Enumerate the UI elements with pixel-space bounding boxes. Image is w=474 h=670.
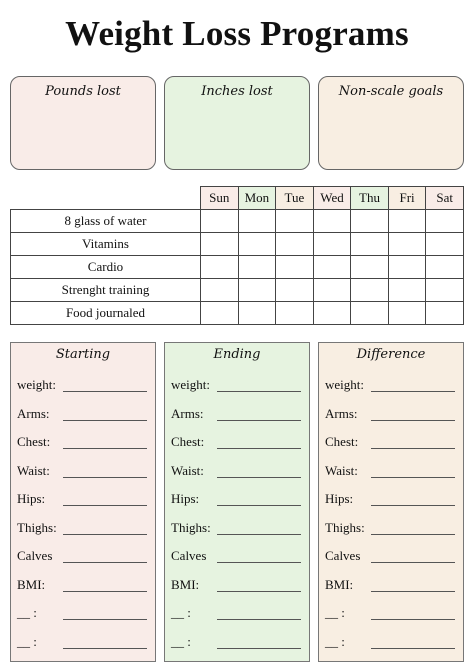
check-cell-mon[interactable] (238, 233, 276, 256)
day-header-thu: Thu (351, 187, 389, 210)
goal-label: Non-scale goals (338, 84, 444, 99)
write-in-line[interactable] (217, 505, 301, 506)
check-cell-sun[interactable] (201, 256, 239, 279)
habit-tracker-table (10, 186, 464, 325)
field-label: Calves (17, 548, 53, 563)
write-in-line[interactable] (217, 420, 301, 421)
write-in-line[interactable] (217, 562, 301, 563)
write-in-line[interactable] (217, 648, 301, 649)
task-label: Strenght training (11, 279, 201, 302)
write-in-line[interactable] (371, 505, 455, 506)
check-cell-tue[interactable] (276, 256, 314, 279)
check-cell-mon[interactable] (238, 279, 276, 302)
write-in-line[interactable] (63, 477, 147, 478)
write-in-line[interactable] (63, 591, 147, 592)
field-label: __ : (17, 605, 37, 620)
write-in-line[interactable] (63, 505, 147, 506)
write-in-line[interactable] (371, 562, 455, 563)
write-in-line[interactable] (217, 591, 301, 592)
goal-label: Pounds lost (45, 84, 121, 99)
check-cell-thu[interactable] (351, 302, 389, 325)
field-label: Arms: (17, 405, 50, 421)
check-cell-mon[interactable] (238, 210, 276, 233)
panel-heading: Starting (55, 347, 111, 362)
table-row (11, 279, 464, 302)
check-cell-fri[interactable] (388, 279, 426, 302)
write-in-line[interactable] (371, 648, 455, 649)
check-cell-sat[interactable] (426, 279, 464, 302)
write-in-line[interactable] (63, 534, 147, 535)
check-cell-wed[interactable] (313, 302, 351, 325)
check-cell-sat[interactable] (426, 256, 464, 279)
field-label: weight: (325, 377, 364, 392)
write-in-line[interactable] (63, 448, 147, 449)
check-cell-wed[interactable] (313, 210, 351, 233)
day-header-wed: Wed (313, 187, 351, 210)
panel-difference (318, 342, 464, 662)
write-in-line[interactable] (63, 391, 147, 392)
check-cell-tue[interactable] (276, 279, 314, 302)
field-label: BMI: (325, 576, 354, 592)
check-cell-mon[interactable] (238, 302, 276, 325)
field-label: Waist: (17, 462, 50, 478)
write-in-line[interactable] (63, 420, 147, 421)
check-cell-sun[interactable] (201, 279, 239, 302)
field-label: __ : (325, 605, 345, 620)
write-in-line[interactable] (371, 391, 455, 392)
field-label: Thighs: (17, 519, 57, 535)
field-label: Hips: (171, 491, 200, 506)
field-label: Thighs: (325, 519, 365, 535)
check-cell-sat[interactable] (426, 302, 464, 325)
field-label: Calves (171, 548, 207, 563)
field-label: Waist: (171, 462, 204, 478)
write-in-line[interactable] (63, 562, 147, 563)
field-label: Thighs: (171, 519, 211, 535)
goal-label: Inches lost (201, 84, 273, 99)
field-label: Calves (325, 548, 361, 563)
check-cell-fri[interactable] (388, 210, 426, 233)
check-cell-fri[interactable] (388, 302, 426, 325)
field-label: __ : (171, 633, 191, 649)
check-cell-wed[interactable] (313, 256, 351, 279)
day-header-sat: Sat (426, 187, 464, 210)
header-corner (11, 187, 201, 210)
field-label: Hips: (17, 491, 46, 506)
table-row (11, 302, 464, 325)
field-label: Chest: (17, 434, 51, 449)
field-label: __ : (17, 633, 37, 649)
write-in-line[interactable] (371, 420, 455, 421)
day-header-tue: Tue (276, 187, 314, 210)
panel-heading: Difference (356, 347, 426, 362)
field-label: Hips: (325, 491, 354, 506)
check-cell-wed[interactable] (313, 233, 351, 256)
field-label: Arms: (325, 405, 358, 421)
check-cell-wed[interactable] (313, 279, 351, 302)
check-cell-tue[interactable] (276, 210, 314, 233)
write-in-line[interactable] (217, 477, 301, 478)
field-label: __ : (325, 633, 345, 649)
write-in-line[interactable] (371, 477, 455, 478)
field-label: Arms: (171, 405, 204, 421)
write-in-line[interactable] (217, 391, 301, 392)
field-label: BMI: (17, 576, 46, 592)
check-cell-sat[interactable] (426, 233, 464, 256)
field-label: BMI: (171, 576, 200, 592)
day-header-mon: Mon (238, 187, 276, 210)
field-label: Chest: (325, 434, 359, 449)
check-cell-tue[interactable] (276, 302, 314, 325)
day-header-sun: Sun (201, 187, 239, 210)
field-label: __ : (171, 605, 191, 620)
table-row (11, 210, 464, 233)
goal-box-pounds-lost[interactable] (10, 76, 156, 170)
check-cell-sun[interactable] (201, 302, 239, 325)
write-in-line[interactable] (63, 619, 147, 620)
check-cell-thu[interactable] (351, 210, 389, 233)
field-label: weight: (171, 377, 210, 392)
day-header-fri: Fri (388, 187, 426, 210)
table-header-row (11, 187, 464, 210)
check-cell-fri[interactable] (388, 233, 426, 256)
check-cell-thu[interactable] (351, 279, 389, 302)
table-row (11, 256, 464, 279)
check-cell-fri[interactable] (388, 256, 426, 279)
page-title: Weight Loss Programs (65, 14, 409, 53)
table-row (11, 233, 464, 256)
write-in-line[interactable] (63, 648, 147, 649)
write-in-line[interactable] (217, 619, 301, 620)
check-cell-sun[interactable] (201, 210, 239, 233)
task-label: 8 glass of water (11, 210, 201, 233)
write-in-line[interactable] (371, 591, 455, 592)
write-in-line[interactable] (217, 534, 301, 535)
write-in-line[interactable] (217, 448, 301, 449)
task-label: Vitamins (11, 233, 201, 256)
check-cell-thu[interactable] (351, 256, 389, 279)
write-in-line[interactable] (371, 448, 455, 449)
task-label: Food journaled (11, 302, 201, 325)
panel-ending (164, 342, 310, 662)
write-in-line[interactable] (371, 619, 455, 620)
field-label: Waist: (325, 462, 358, 478)
goal-box-non-scale-goals[interactable] (318, 76, 464, 170)
panel-heading: Ending (213, 347, 261, 362)
field-label: Chest: (171, 434, 205, 449)
field-label: weight: (17, 377, 56, 392)
check-cell-sat[interactable] (426, 210, 464, 233)
write-in-line[interactable] (371, 534, 455, 535)
check-cell-mon[interactable] (238, 256, 276, 279)
check-cell-thu[interactable] (351, 233, 389, 256)
check-cell-tue[interactable] (276, 233, 314, 256)
task-label: Cardio (11, 256, 201, 279)
panel-starting (10, 342, 156, 662)
check-cell-sun[interactable] (201, 233, 239, 256)
goal-box-inches-lost[interactable] (164, 76, 310, 170)
